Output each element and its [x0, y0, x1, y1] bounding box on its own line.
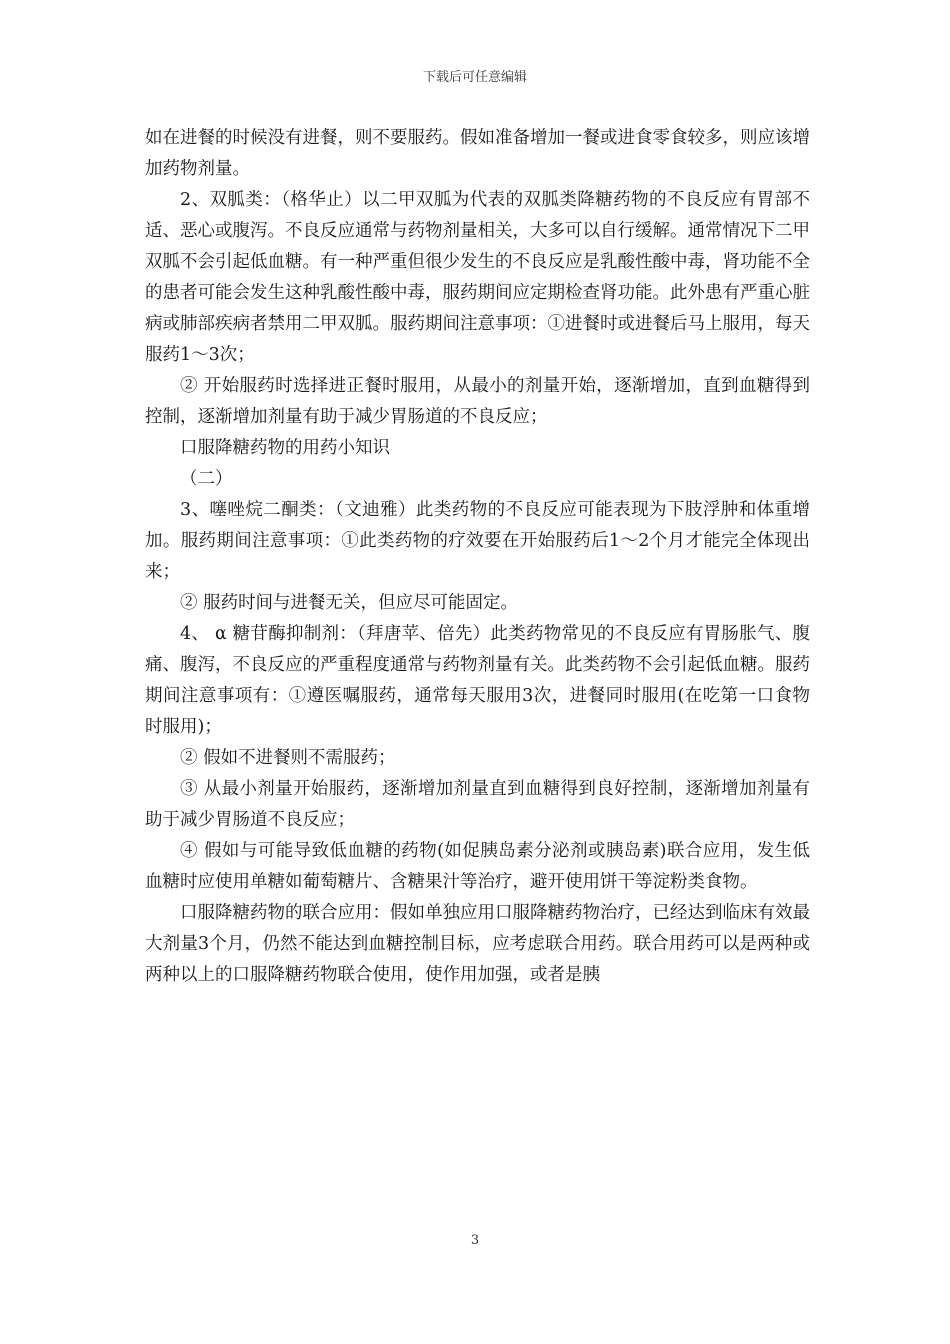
paragraph-9: ② 假如不进餐则不需服药；	[180, 748, 396, 768]
page-header: 下载后可任意编辑	[422, 70, 527, 85]
paragraph-1: 如在进餐的时候没有进餐，则不要服药。假如准备增加一餐或进食零食较多，则应该增加药物剂量。	[145, 128, 810, 179]
document-body	[145, 123, 810, 991]
paragraph-2: 2、双胍类：（格华止）以二甲双胍为代表的双胍类降糖药物的不良反应有胃部不适、恶心或腹泻。不良反应通常与药物剂量相关，大多可以自行缓解。通常情况下二甲双胍不会引起低血糖。有一种严重但很少发生的不良反应是乳酸性酸中毒，肾功能不全的患者可能会发生这种乳酸性酸中毒，服药期间应定期检查肾功能。此外患有严重心脏病或肺部疾病者禁用二甲双胍。服药期间注意事项：①进餐时或进餐后马上服用，每天服药1～3次；	[145, 190, 810, 365]
paragraph-10: ③ 从最小剂量开始服药，逐渐增加剂量直到血糖得到良好控制，逐渐增加剂量有助于减少胃肠道不良反应；	[145, 779, 810, 830]
paragraph-6: 3、噻唑烷二酮类：（文迪雅）此类药物的不良反应可能表现为下肢浮肿和体重增加。服药期间注意事项：①此类药物的疗效要在开始服药后1～2个月才能完全体现出来；	[145, 500, 810, 582]
paragraph-3: ② 开始服药时选择进正餐时服用，从最小的剂量开始，逐渐增加，直到血糖得到控制，逐渐增加剂量有助于减少胃肠道的不良反应；	[145, 376, 810, 427]
page-number: 3	[470, 1233, 480, 1248]
section-subheading: （二）	[180, 469, 233, 489]
paragraph-8: 4、 α 糖苷酶抑制剂：（拜唐苹、倍先）此类药物常见的不良反应有胃肠胀气、腹痛、腹泻，不良反应的严重程度通常与药物剂量有关。此类药物不会引起低血糖。服药期间注意事项有：①遵医嘱服药，通常每天服用3次，进餐同时服用(在吃第一口食物时服用)；	[145, 624, 810, 737]
paragraph-7: ② 服药时间与进餐无关，但应尽可能固定。	[180, 593, 519, 613]
paragraph-12: 口服降糖药物的联合应用：假如单独应用口服降糖药物治疗，已经达到临床有效最大剂量3个月，仍然不能达到血糖控制目标，应考虑联合用药。联合用药可以是两种或两种以上的口服降糖药物联合使用，使作用加强，或者是胰	[145, 903, 810, 985]
section-heading: 口服降糖药物的用药小知识	[180, 438, 390, 458]
paragraph-11: ④ 假如与可能导致低血糖的药物(如促胰岛素分泌剂或胰岛素)联合应用，发生低血糖时应使用单糖如葡萄糖片、含糖果汁等治疗，避开使用饼干等淀粉类食物。	[145, 841, 810, 892]
